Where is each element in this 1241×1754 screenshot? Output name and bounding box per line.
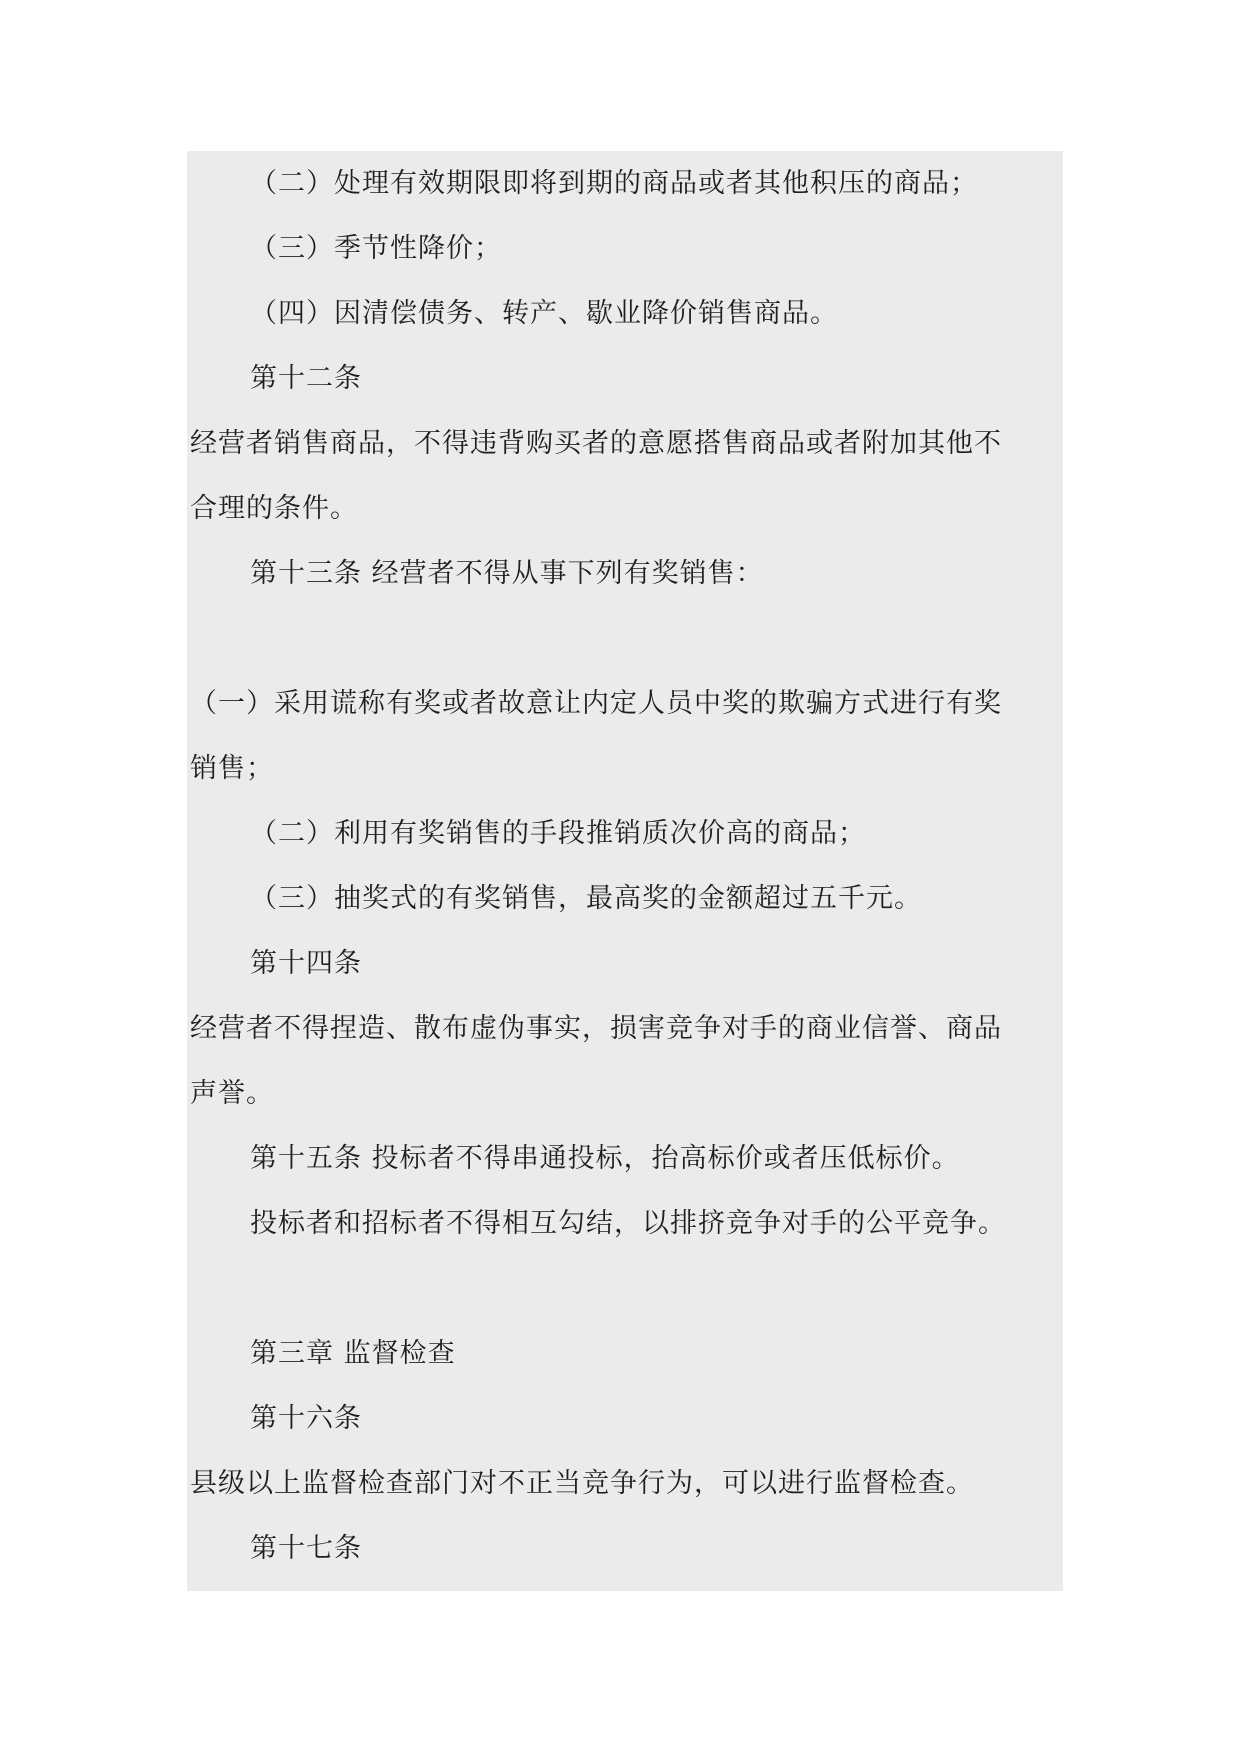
article-13-item-2: （二）利用有奖销售的手段推销质次价高的商品； bbox=[250, 818, 866, 849]
article-12-text-line-1: 经营者销售商品，不得违背购买者的意愿搭售商品或者附加其他不 bbox=[190, 428, 1002, 459]
clause-item-4-debt-clearance: （四）因清偿债务、转产、歇业降价销售商品。 bbox=[250, 298, 838, 329]
article-13-heading: 第十三条 经营者不得从事下列有奖销售： bbox=[250, 558, 764, 589]
article-14-text-line-1: 经营者不得捏造、散布虚伪事实，损害竞争对手的商业信誉、商品 bbox=[190, 1013, 1002, 1044]
clause-item-3-seasonal: （三）季节性降价； bbox=[250, 233, 502, 264]
article-13-item-1-line-1: （一）采用谎称有奖或者故意让内定人员中奖的欺骗方式进行有奖 bbox=[190, 688, 1002, 719]
article-14-heading: 第十四条 bbox=[250, 948, 362, 979]
article-17-heading: 第十七条 bbox=[250, 1533, 362, 1564]
article-12-heading: 第十二条 bbox=[250, 363, 362, 394]
article-15-text: 投标者和招标者不得相互勾结，以排挤竞争对手的公平竞争。 bbox=[250, 1208, 1006, 1239]
article-12-text-line-2: 合理的条件。 bbox=[190, 493, 358, 524]
article-14-text-line-2: 声誉。 bbox=[190, 1078, 274, 1109]
article-16-heading: 第十六条 bbox=[250, 1403, 362, 1434]
clause-item-2-expiring-goods: （二）处理有效期限即将到期的商品或者其他积压的商品； bbox=[250, 168, 978, 199]
article-15-heading: 第十五条 投标者不得串通投标，抬高标价或者压低标价。 bbox=[250, 1143, 960, 1174]
article-16-text: 县级以上监督检查部门对不正当竞争行为，可以进行监督检查。 bbox=[190, 1468, 974, 1499]
article-13-item-3: （三）抽奖式的有奖销售，最高奖的金额超过五千元。 bbox=[250, 883, 922, 914]
article-13-item-1-line-2: 销售； bbox=[190, 753, 274, 784]
chapter-3-title: 第三章 监督检查 bbox=[250, 1338, 456, 1369]
